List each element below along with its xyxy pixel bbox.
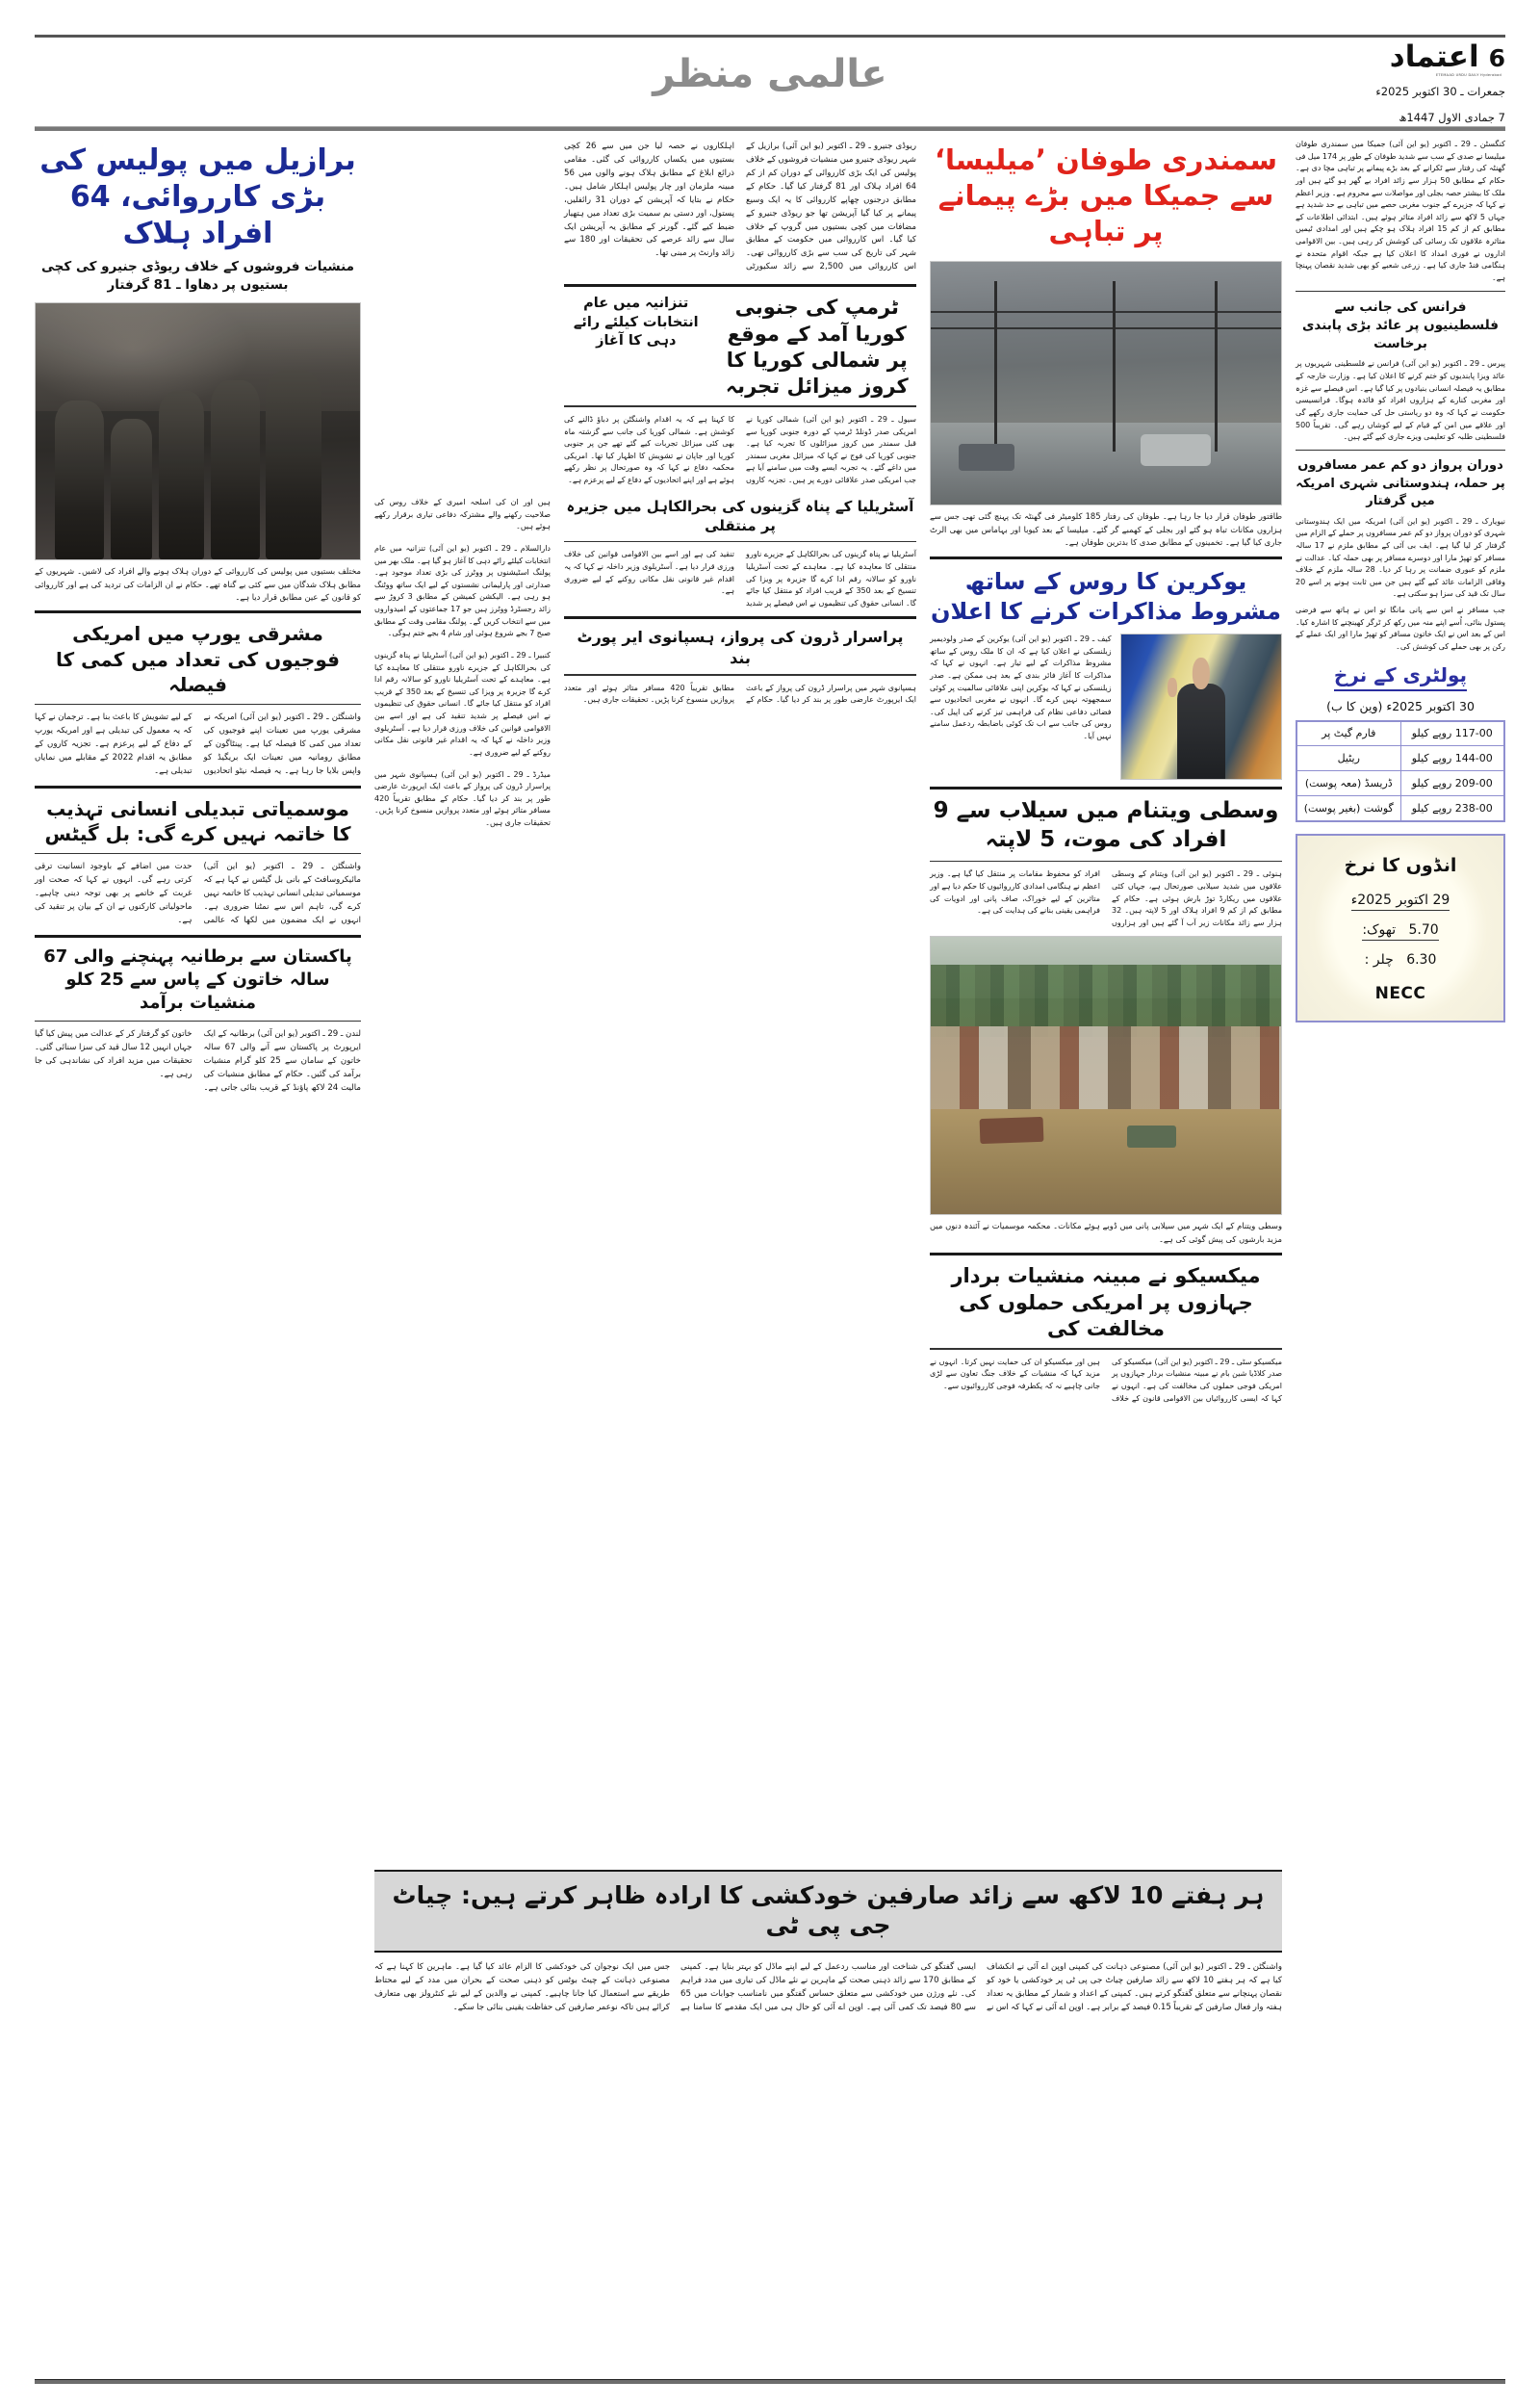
divider bbox=[35, 935, 361, 938]
poultry-label-0: فارم گیٹ پر bbox=[1296, 721, 1400, 746]
poultry-rates-title: پولٹری کے نرخ bbox=[1334, 663, 1467, 691]
indian-arrested-dateline: نیویارک ـ 29 ـ اکتوبر (یو این آئی) bbox=[1389, 516, 1505, 526]
divider bbox=[930, 1253, 1282, 1255]
tanzania-dateline: دارالسلام ـ 29 ـ اکتوبر (یو این آئی) bbox=[428, 543, 551, 553]
brazil-headline: برازیل میں پولیس کی بڑی کارروائی، 64 افراد ہلاک bbox=[39, 143, 356, 250]
brazil-body: برازیل کے شہر ریوڈی جنیرو میں منشیات فروشوں کے خلاف پولیس کی ایک بڑی کارروائی کے دوران کم از کم 64 افراد ہلاک اور 81 گرفتار کیا گیا۔ حکام کے مطابق درجنوں چھاپے کارروائی کا یہ ایک وسیع پیمانے پر کیا گیا آپریشن تھا جو ریوڈی جنیرو کے مضافات میں کچی بستیوں میں گروپ کے خلاف کیا گیا۔ اس کارروائی میں حکومت کے مطابق شہر کی تاریخ کی سب سے بڑی کارروائی تھی۔ اس کارروائی میں 2,500 سے زائد سکیورٹی اہلکاروں نے حصہ لیا جن میں سے 26 کچی بستیوں میں یکساں کارروائی کی گئی۔ مقامی ذرائع ابلاغ کے مطابق ہلاک ہونے والوں میں 56 مبینہ ملزمان اور چار پولیس اہلکار شامل ہیں۔ حکام نے بتایا کہ آپریشن کے دوران 31 رائفلیں، پستول، اور دستی بم سمیت بڑی تعداد میں ہتھیار ضبط کیے گئے۔ گورنر کے مطابق یہ آپریشن ایک سال سے زائد عرصے کی تحقیقات اور 180 سے زائد وارنٹ پر مبنی تھا۔ bbox=[564, 142, 916, 272]
divider bbox=[1296, 450, 1505, 452]
poultry-value-2: 209-00 روپے کیلو bbox=[1400, 771, 1504, 796]
vietnam-body: ویتنام کے وسطی علاقوں میں شدید سیلابی صورتحال ہے، جہاں کئی علاقوں میں ریکارڈ توڑ بارش ہوئی ہے۔ حکام کے مطابق کم از کم 9 افراد ہلاک اور 5 لاپتہ ہیں۔ 32 ہزار سے زائد مکانات زیر آب آ گئے ہیں اور ہزاروں افراد کو محفوظ مقامات پر منتقل کیا گیا ہے۔ وزیر اعظم نے ہنگامی امدادی کارروائیوں کا حکم دیا ہے اور متاثرین کے لیے خوراک، صاف پانی اور ادویات کی فراہمی یقینی بنانے کی ہدایت کی ہے۔ bbox=[930, 869, 1283, 927]
drone-airport-body: ہسپانوی شہر میں پراسرار ڈرون کی پرواز کے باعث ایک ایرپورٹ عارضی طور پر بند کر دیا گیا۔ حکام کے مطابق تقریباً 420 مسافر متاثر ہوئے اور متعدد پروازیں منسوخ کرنا پڑیں۔ تحقیقات جاری ہیں۔ bbox=[564, 683, 916, 705]
australia-refugees-body-repeat: آسٹریلیا نے پناہ گزینوں کی بحرالکاہل کے جزیرے ناورو منتقلی کا معاہدہ کیا ہے۔ معاہدے کے تحت آسٹریلیا ناورو کو سالانہ رقم ادا کرے گا جزیرہ پر ویزا کی تنسیخ کے بعد 350 کے قریب افراد کو منتقل کیا جائے گا۔ انسانی حقوق کی تنظیموں نے اس فیصلے پر شدید تنقید کی ہے اور اسے بین الاقوامی قوانین کی خلاف ورزی قرار دیا ہے۔ آسٹریلوی وزیر داخلہ نے کہا کہ یہ اقدام غیر قانونی نقل مکانی روکنے کے لیے ضروری ہے۔ bbox=[564, 550, 916, 608]
australia-body: آسٹریلیا نے پناہ گزینوں کی بحرالکاہل کے جزیرے ناورو منتقلی کا معاہدہ کیا ہے۔ معاہدے کے تحت آسٹریلیا ناورو کو سالانہ رقم ادا کرے گا جزیرہ پر ویزا کی تنسیخ کے بعد 350 کے قریب افراد کو منتقل کیا جائے گا۔ انسانی حقوق کی تنظیموں نے اس فیصلے پر شدید تنقید کی ہے اور اسے بین الاقوامی قوانین کی خلاف ورزی قرار دیا ہے۔ آسٹریلوی وزیر داخلہ نے کہا کہ یہ اقدام غیر قانونی نقل مکانی روکنے کے لیے ضروری ہے۔ bbox=[374, 650, 551, 757]
drone-body: ہسپانوی شہر میں پراسرار ڈرون کی پرواز کے باعث ایک ایرپورٹ عارضی طور پر بند کر دیا گیا۔ حکام کے مطابق تقریباً 420 مسافر متاثر ہوئے اور متعدد پروازیں منسوخ کرنا پڑیں۔ تحقیقات جاری ہیں۔ bbox=[374, 769, 551, 827]
egg-retail-label: چلر : bbox=[1364, 951, 1394, 968]
poultry-value-1: 144-00 روپے کیلو bbox=[1400, 746, 1504, 771]
date-gregorian: جمعرات ـ 30 اکتوبر 2025ء bbox=[1375, 85, 1505, 98]
melissa-headline: سمندری طوفان ’میلیسا‘ سے جمیکا میں بڑے پیمانے پر تباہی bbox=[934, 143, 1278, 248]
us-troops-body: امریکہ نے مشرقی یورپ میں تعینات اپنے فوجیوں کی تعداد میں کمی کا فیصلہ کیا ہے۔ پینٹاگون کے مطابق رومانیہ میں تعینات ایک بریگیڈ کو واپس بلایا جا رہا ہے۔ یہ فیصلہ نیٹو اتحادیوں کے لیے تشویش کا باعث بنا ہے۔ ترجمان نے کہا کہ یہ معمول کی تبدیلی ہے اور امریکہ یورپ کے دفاع کے لیے پرعزم ہے۔ تجزیہ کاروں کے مطابق یہ اقدام 2022 کے مقابلے میں نمایاں تبدیلی ہے۔ bbox=[35, 712, 361, 776]
vietnam-dateline: ہنوئی ـ 29 ـ اکتوبر (یو این آئی) bbox=[1170, 869, 1282, 879]
poultry-label-3: گوشت (بغیر پوست) bbox=[1296, 796, 1400, 821]
indian-arrested-headline: دوران پرواز دو کم عمر مسافروں پر حملہ، ہندوستانی شہری امریکہ میں گرفتار bbox=[1296, 458, 1505, 509]
egg-rates-date: 29 اکتوبر 2025ء bbox=[1351, 893, 1450, 911]
table-row bbox=[1296, 721, 1504, 746]
divider bbox=[930, 861, 1282, 863]
divider bbox=[564, 616, 916, 619]
divider bbox=[930, 1348, 1282, 1350]
divider bbox=[35, 704, 361, 706]
egg-retail-value: 6.30 bbox=[1406, 951, 1437, 968]
ukraine-talks-headline: یوکرین کا روس کے ساتھ مشروط مذاکرات کرنے کا اعلان bbox=[931, 567, 1281, 625]
poultry-rates-box bbox=[1296, 663, 1505, 699]
gates-climate-headline: موسمیاتی تبدیلی انسانی تہذیب کا خاتمہ نہیں کرے گی: بل گیٹس bbox=[44, 796, 351, 846]
divider bbox=[930, 787, 1282, 789]
egg-rates-title: انڈوں کا نرخ bbox=[1344, 854, 1457, 876]
divider bbox=[1296, 291, 1505, 293]
divider bbox=[564, 284, 916, 287]
vietnam-flood-village-photo bbox=[930, 936, 1282, 1215]
divider bbox=[35, 853, 361, 855]
poultry-label-1: ریٹیل bbox=[1296, 746, 1400, 771]
poultry-value-0: 117-00 روپے کیلو bbox=[1400, 721, 1504, 746]
page-content-grid bbox=[35, 139, 1505, 2390]
mexico-dateline: میکسیکو سٹی ـ 29 ـ اکتوبر (یو این آئی) bbox=[1154, 1357, 1282, 1366]
column-far-right bbox=[1296, 139, 1505, 1022]
zelensky-podium-photo bbox=[1120, 634, 1282, 780]
divider bbox=[564, 405, 916, 407]
trump-korea-tail: ہیں اور ان کی اسلحہ امیری کے خلاف روس کی صلاحیت رکھنے والے مشترکہ دفاعی تیاری برقرار رکھے ہوئے ہیں۔ bbox=[374, 498, 551, 531]
table-row bbox=[1296, 796, 1504, 821]
vietnam-floods-headline: وسطی ویتنام میں سیلاب سے 9 افراد کی موت، 5 لاپتہ bbox=[933, 798, 1279, 852]
poultry-rates-date: 30 اکتوبر 2025ء (وین کا ب) bbox=[1326, 698, 1475, 713]
trump-korea-headline: ٹرمپ کی جنوبی کوریا آمد کے موقع پر شمالی کوریا کا کروز میزائل تجربہ bbox=[725, 296, 909, 399]
gates-body: مائیکروسافٹ کے بانی بل گیٹس نے کہا ہے کہ موسمیاتی تبدیلی انسانی تہذیب کا خاتمہ نہیں کرے گی، تاہم اس سے نمٹنا ضروری ہے۔ انہوں نے ایک مضمون میں لکھا کہ عالمی حدت میں اضافے کے باوجود انسانیت ترقی کرتی رہے گی۔ انہوں نے کہا کہ صحت اور غربت کے خاتمے پر بھی توجہ دینی چاہیے۔ ماحولیاتی کارکنوں نے ان کے بیان پر تنقید کی ہے۔ bbox=[35, 862, 361, 925]
tanzania-body: تنزانیہ میں عام انتخابات کیلئے رائے دہی کا آغاز ہو گیا ہے۔ ملک بھر میں پولنگ اسٹیشنوں پر ووٹرز کی بڑی تعداد موجود ہے۔ صدارتی اور پارلیمانی نشستوں کے لیے ایک ساتھ ووٹنگ ہو رہی ہے۔ الیکشن کمیشن کے مطابق 3 کروڑ سے زائد رجسٹرڈ ووٹرز ہیں جو 17 جماعتوں کے امیدواروں میں سے انتخاب کریں گے۔ پولنگ مقامی وقت کے مطابق صبح 7 بجے شروع ہوئی اور شام 4 بجے ختم ہوگی۔ bbox=[374, 543, 551, 638]
egg-rates-source: NECC bbox=[1374, 983, 1426, 1003]
australia-dateline: کنبیرا ـ 29 ـ اکتوبر (یو این آئی) bbox=[449, 650, 551, 660]
divider bbox=[564, 541, 916, 543]
brazil-police-raid-photo bbox=[35, 302, 361, 560]
brazil-subheadline: منشیات فروشوں کے خلاف ریوڈی جنیرو کی کچی بستیوں پر دھاوا ـ 81 گرفتار bbox=[41, 259, 354, 294]
divider bbox=[35, 610, 361, 613]
tanzania-headline: تنزانیہ میں عام انتخابات کیلئے رائے دہی کا آغاز bbox=[573, 296, 699, 349]
column-left-mid bbox=[374, 139, 551, 830]
column-center bbox=[564, 139, 916, 707]
column-far-left bbox=[35, 139, 361, 1096]
melissa-photo-caption: طاقتور طوفان قرار دیا جا رہا ہے۔ طوفان کی رفتار 185 کلومیٹر فی گھنٹہ تک پہنچ گئی تھی جس سے ہزاروں مکانات تباہ ہو گئے اور بجلی کے کھمبے گر گئے۔ میلیسا کے بعد کیوبا اور بہاماس میں بھی الرٹ جاری کیا گیا ہے۔ تخمینوں کے مطابق صدی کا بدترین طوفان ہے۔ bbox=[930, 511, 1282, 548]
uk-drugs-dateline: لندن ـ 29 ـ اکتوبر (یو این آئی) bbox=[257, 1029, 361, 1040]
poultry-label-2: ڈریسڈ (معہ پوست) bbox=[1296, 771, 1400, 796]
section-title: عالمی منظر bbox=[653, 52, 887, 96]
divider bbox=[35, 786, 361, 789]
table-row bbox=[1296, 746, 1504, 771]
vietnam-photo-caption: وسطی ویتنام کے ایک شہر میں سیلابی پانی میں ڈوبے ہوئے مکانات۔ محکمہ موسمیات نے آئندہ دنوں میں مزید بارشوں کی پیش گوئی کی ہے۔ bbox=[930, 1221, 1282, 1244]
chatgpt-body-1: مصنوعی ذہانت کی کمپنی اوپن اے آئی نے انکشاف کیا ہے کہ ہر ہفتے 10 لاکھ سے زائد صارفین چیاٹ جی پی ٹی پر خودکشی یا خود کو نقصان پہنچانے سے متعلق گفتگو کرتے ہیں۔ کمپنی کے اعداد و شمار کے مطابق یہ تعداد ہفتہ وار فعال صارفین کے تقریباً 0.15 فیصد کے برابر ہے۔ اوپن اے آئی نے کہا کہ اس نے ایسی گفتگو کی شناخت اور مناسب ردعمل کے لیے اپنے ماڈل کو بہتر بنایا ہے۔ bbox=[704, 1962, 1282, 2012]
ukraine-body: یوکرین کے صدر ولودیمیر زیلنسکی نے اعلان کیا ہے کہ ان کا ملک روس کے ساتھ مشروط مذاکرات کے لیے تیار ہے۔ انہوں نے کہا کہ مذاکرات کا آغاز فائر بندی کے بعد ہی ممکن ہے۔ صدر زیلنسکی نے کہا کہ یوکرین اپنی علاقائی سالمیت پر کوئی سمجھوتہ نہیں کرے گا۔ انہوں نے مغربی اتحادیوں سے فضائی دفاعی نظام کی فراہمی تیز کرنے کی اپیل کی۔ روس کی جانب سے اب تک کوئی باضابطہ ردعمل سامنے نہیں آیا۔ bbox=[930, 634, 1112, 741]
uk-drugs-body: برطانیہ کے ایک ایرپورٹ پر پاکستان سے آنے والی 67 سالہ خاتون کے سامان سے 25 کلو گرام منشیات برآمد کی گئیں۔ حکام کے مطابق منشیات کی مالیت 24 لاکھ پاؤنڈ کے قریب بتائی جاتی ہے۔ خاتون کو گرفتار کر کے عدالت میں پیش کیا گیا جہاں انہیں 12 سال قید کی سزا سنائی گئی۔ تحقیقات میں مزید افراد کی نشاندہی کی جا رہی ہے۔ bbox=[35, 1029, 362, 1094]
ukraine-dateline: کیف ـ 29 ـ اکتوبر (یو این آئی) bbox=[1012, 634, 1112, 644]
egg-wholesale-label: تھوک: bbox=[1362, 921, 1397, 938]
trump-korea-body: شمالی کوریا نے امریکی صدر ڈونلڈ ٹرمپ کے دورہ جنوبی کوریا سے قبل سمندر میں کروز میزائلوں کا تجربہ کیا ہے۔ جنوبی کوریا کی فوج نے کہا کہ میزائل مغربی سمندر میں داغے گئے۔ یہ تجربہ ایسے وقت میں سامنے آیا ہے جب امریکی صدر علاقائی دورے پر ہیں۔ تجزیہ کاروں کا کہنا ہے کہ یہ اقدام واشنگٹن پر دباؤ ڈالنے کی کوشش ہے۔ شمالی کوریا کی جانب سے گزشتہ ماہ بھی کئی میزائل تجربات کیے گئے تھے جن پر جنوبی کوریا اور جاپان نے تشویش کا اظہار کیا تھا۔ امریکی محکمہ دفاع نے کہا کہ وہ صورتحال پر نظر رکھے ہوئے ہے اور اپنے اتحادیوں کے دفاع کے لیے پرعزم ہے۔ bbox=[564, 414, 916, 485]
page-number: 6 bbox=[1488, 44, 1505, 72]
column-right-mid bbox=[930, 139, 1282, 1405]
table-row bbox=[1296, 771, 1504, 796]
masthead-top-rule bbox=[35, 35, 1505, 38]
brazil-photo-caption: مختلف بستیوں میں پولیس کی کارروائی کے دوران ہلاک ہونے والے افراد کی لاشیں۔ شہریوں کے مطابق ہلاک شدگان میں سے کئی بے گناہ تھے۔ حکام نے ان الزامات کی تردید کی ہے اور کارروائی کو قانون کے عین مطابق قرار دیا ہے۔ bbox=[35, 566, 361, 603]
gates-dateline: واشنگٹن ـ 29 ـ اکتوبر (یو این آئی) bbox=[203, 862, 362, 872]
uk-drugs-headline: پاکستان سے برطانیہ پہنچنے والی 67 سالہ خاتون کے پاس سے 25 کلو منشیات برآمد bbox=[43, 945, 352, 1013]
page-bottom-rule bbox=[35, 2379, 1505, 2384]
mexico-strikes-headline: میکسیکو نے مبینہ منشیات بردار جہازوں پر امریکی حملوں کی مخالفت کی bbox=[951, 1264, 1261, 1340]
chatgpt-body-2: کمپنی کے مطابق 170 سے زائد ذہنی صحت کے ماہرین نے نئے ماڈل کی تیاری میں مدد فراہم کی۔ نئے ورژن میں خودکشی سے متعلق حساس گفتگو میں نامناسب جوابات میں 65 سے 80 فیصد تک کمی آئی ہے۔ اوپن اے آئی کو حال ہی میں ایک مقدمے کا سامنا ہے جس میں ایک نوجوان کی خودکشی کا الزام عائد کیا گیا ہے۔ bbox=[454, 1962, 976, 2012]
indian-arrested-tail: جب مسافر نے اس سے پانی مانگا تو اس نے ہاتھ سے فرضی پستول بنائی، اُسے اپنے منہ میں رکھ کر ٹرگر کھینچنے کا اشارہ کیا۔ اس کے بعد اس نے ایک خاتون مسافر کو تھپڑ مارا اور ایک عملے کے رکن پر بھی حملے کی کوشش کی۔ bbox=[1296, 606, 1505, 651]
france-body: فرانس نے فلسطینی شہریوں پر عائد ویزا پابندیوں کو ختم کرنے کا اعلان کیا ہے۔ وزارت خارجہ کے مطابق یہ فیصلہ انسانی بنیادوں پر کیا گیا ہے۔ اس فیصلے سے غزہ اور مغربی کنارے کے ہزاروں افراد کو فائدہ ہوگا۔ فرانسیسی حکومت نے کہا کہ وہ دو ریاستی حل کی حمایت جاری رکھے گی اور علاقے میں امن کے قیام کے لیے کوشاں رہے گی۔ تقریباً 500 فلسطینی طلبہ کو تعلیمی ویزے جاری کیے گئے ہیں۔ bbox=[1296, 359, 1505, 442]
chatgpt-body-3: ماہرین کا کہنا ہے کہ مصنوعی ذہانت کے چیٹ بوٹس کو ذہنی صحت کے بحران میں مدد کے لیے محتاط طریقے سے استعمال کیا جانا چاہیے۔ کمپنی نے والدین کے لیے نئے کنٹرولز بھی متعارف کرائے ہیں تاکہ نوعمر صارفین کی حفاظت یقینی بنائی جا سکے۔ bbox=[374, 1962, 670, 2012]
publication-subtext: ETEMAAD URDU DAILY Hyderabad bbox=[1435, 73, 1502, 77]
us-troops-dateline: واشنگٹن ـ 29 ـ اکتوبر (یو این آئی) bbox=[240, 712, 362, 723]
france-dateline: پیرس ـ 29 ـ اکتوبر (یو این آئی) bbox=[1401, 359, 1505, 369]
us-troops-europe-headline: مشرقی یورپ میں امریکی فوجیوں کی تعداد میں کمی کا فیصلہ bbox=[56, 622, 340, 697]
france-palestinians-headline: فرانس کی جانب سے فلسطینیوں پر عائد بڑی پابندی برخاست bbox=[1302, 299, 1499, 352]
masthead bbox=[35, 35, 1505, 131]
australia-refugees-headline: آسٹریلیا کے پناہ گزینوں کی بحرالکاہل میں جزیرہ پر منتقلی bbox=[566, 497, 914, 534]
egg-wholesale-value: 5.70 bbox=[1408, 921, 1439, 938]
masthead-bottom-rule bbox=[35, 126, 1505, 131]
chatgpt-banner-article bbox=[374, 1870, 1282, 2015]
drone-dateline: میڈرڈ ـ 29 ـ اکتوبر (یو این آئی) bbox=[441, 769, 551, 779]
publication-logo: اعتماد bbox=[1389, 39, 1479, 74]
melissa-dateline: کنگسٹن ـ 29 ـ اکتوبر (یو این آئی) bbox=[1389, 140, 1505, 148]
divider bbox=[35, 1021, 361, 1022]
drone-airport-headline: پراسرار ڈرون کی پرواز، ہسپانوی ایر پورٹ بند bbox=[577, 628, 904, 667]
mexico-body: میکسیکو کی صدر کلاڈیا شین بام نے مبینہ منشیات بردار جہازوں پر امریکی فوجی حملوں کی مخالفت کی ہے۔ انہوں نے کہا کہ ایسی کارروائیاں بین الاقوامی قانون کے خلاف ہیں اور میکسیکو ان کی حمایت نہیں کرتا۔ انہوں نے مزید کہا کہ منشیات کے خلاف جنگ تعاون سے لڑی جانی چاہیے نہ کہ یکطرفہ فوجی کارروائیوں سے۔ bbox=[930, 1357, 1282, 1403]
chatgpt-dateline: واشنگٹن ـ 29 ـ اکتوبر (یو این آئی) bbox=[1163, 1962, 1282, 1972]
poultry-value-3: 238-00 روپے کیلو bbox=[1400, 796, 1504, 821]
date-hijri: 7 جمادی الاول 1447ھ bbox=[1399, 110, 1505, 124]
poultry-rates-table bbox=[1296, 720, 1505, 822]
indian-arrested-body: امریکہ میں ایک ہندوستانی شہری کو دوران پرواز دو کم عمر مسافروں پر حملے کے الزام میں گرفتار کر لیا گیا ہے۔ ایف بی آئی کے مطابق ملزم نے 17 سالہ مسافر کو تھپڑ مارا اور دوسرے مسافر پر بھی حملہ کیا۔ عدالت نے ملزم کو عبوری ضمانت پر رہا کر دیا۔ 28 سالہ ملزم کے خلاف وفاقی الزامات عائد کیے گئے ہیں جن میں ثابت ہونے پر اسے 20 سال تک قید کی سزا ہو سکتی ہے۔ bbox=[1296, 516, 1506, 599]
melissa-body: جمیکا میں سمندری طوفان میلیسا نے صدی کے سب سے شدید طوفان کے طور پر 174 میل فی گھنٹہ کی رفتار سے ٹکرانے کے بعد بڑے پیمانے پر تباہی مچا دی ہے۔ حکام کے مطابق 50 ہزار سے زائد افراد بے گھر ہو گئے ہیں اور ملک کا بیشتر حصہ بجلی اور مواصلات سے محروم ہے۔ وزیر اعظم نے کہا کہ جزیرے کے جنوب مغربی حصے میں تباہی بے حد شدید ہے جہاں 5 لاکھ سے زائد افراد متاثر ہوئے ہیں۔ ابتدائی اطلاعات کے مطابق کم از کم 15 افراد ہلاک ہو چکے ہیں اور امدادی ٹیمیں متاثرہ علاقوں تک رسائی کی کوشش کر رہی ہیں۔ بین الاقوامی اداروں نے فوری امداد کا اعلان کیا ہے جبکہ اقوام متحدہ نے ہنگامی فنڈ جاری کیا ہے۔ زرعی شعبے کو بھی شدید نقصان پہنچا ہے۔ bbox=[1296, 140, 1505, 282]
brazil-dateline: ریوڈی جنیرو ـ 29 ـ اکتوبر (یو این آئی) bbox=[782, 142, 916, 151]
egg-rates-box bbox=[1296, 834, 1505, 1022]
divider bbox=[930, 556, 1282, 559]
hurricane-melissa-jamaica-photo bbox=[930, 261, 1282, 505]
trump-korea-dateline: سیول ـ 29 ـ اکتوبر (یو این آئی) bbox=[803, 414, 916, 424]
chatgpt-banner-headline: ہر ہفتے 10 لاکھ سے زائد صارفین خودکشی کا ارادہ ظاہر کرتے ہیں: چیاٹ جی پی ٹی bbox=[374, 1870, 1282, 1953]
divider bbox=[564, 674, 916, 676]
